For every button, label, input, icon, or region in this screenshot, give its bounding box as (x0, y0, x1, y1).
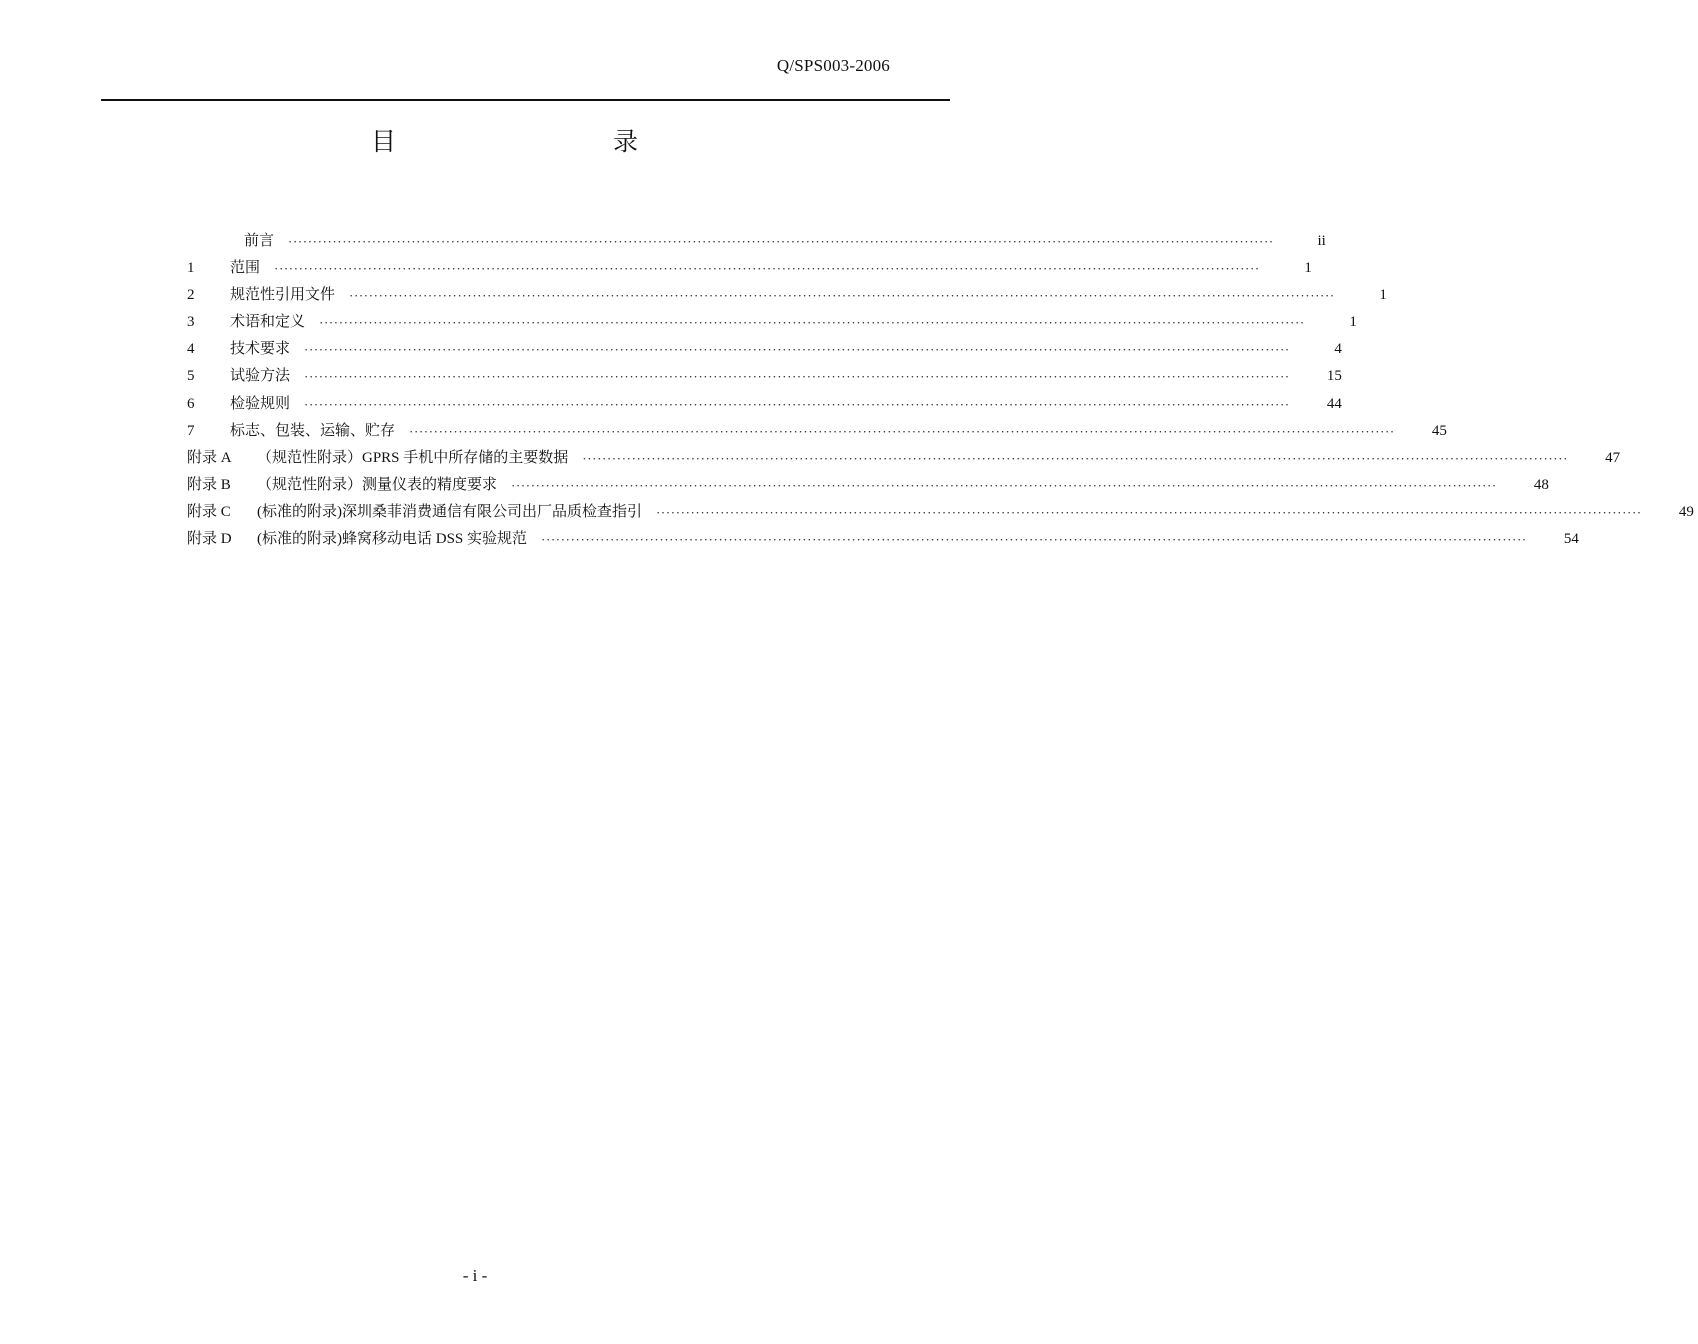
toc-entry[interactable] (187, 472, 1549, 499)
toc-entry-number: 4 (187, 341, 195, 358)
toc-entry-title: 前言 (244, 233, 275, 249)
toc-entry-title: 范围 (230, 260, 261, 277)
toc-entry-leader: ········································································································································································································ (304, 342, 1290, 358)
toc-entry-number: 7 (187, 422, 195, 439)
toc-entry[interactable] (187, 445, 1621, 472)
toc-entry-leader: ········································································································································································································ (656, 504, 1642, 520)
toc-entry[interactable] (187, 363, 1342, 390)
toc-entry-leader: ········································································································································································································ (582, 450, 1569, 466)
toc-entry-number: 2 (187, 287, 195, 304)
toc-entry-page: 45 (1431, 422, 1447, 439)
toc-entry-number: 6 (187, 395, 195, 412)
header-rule (101, 99, 950, 101)
toc-heading-char-2: 录 (613, 129, 639, 156)
toc-entry-leader: ········································································································································································································ (304, 396, 1290, 412)
toc-entry-leader: ········································································································································································································ (304, 369, 1290, 385)
toc-entry-leader: ········································································································································································································ (349, 288, 1335, 304)
toc-entry-title: 试验方法 (230, 368, 291, 385)
toc-entry-title: （规范性附录）GPRS 手机中所存储的主要数据 (257, 449, 569, 466)
toc-entry-number: 附录 D (187, 531, 232, 548)
toc-entry-page: 54 (1563, 531, 1579, 548)
toc-entry-leader: ········································································································································································································ (288, 234, 1274, 249)
toc-entry-number: 附录 B (187, 476, 231, 493)
document-code: Q/SPS003-2006 (776, 56, 890, 75)
toc-entry-number: 附录 A (187, 449, 232, 466)
toc-entry-page: 47 (1605, 449, 1621, 466)
table-of-contents (187, 228, 1694, 553)
toc-entry-page: 15 (1326, 368, 1342, 385)
toc-entry-title: 术语和定义 (230, 314, 306, 331)
toc-entry[interactable] (187, 228, 1326, 255)
toc-entry[interactable] (187, 418, 1447, 445)
toc-entry[interactable] (187, 309, 1357, 336)
toc-entry-leader: ········································································································································································································ (319, 315, 1305, 331)
toc-entry-page: 44 (1326, 395, 1342, 412)
toc-entry-page: 1 (1349, 314, 1357, 331)
toc-entry-number: 5 (187, 368, 195, 385)
toc-entry-page: ii (1317, 233, 1326, 249)
toc-entry-page: 48 (1533, 476, 1549, 493)
toc-entry-page: 1 (1304, 260, 1312, 277)
toc-entry-page: 4 (1334, 341, 1342, 358)
toc-entry-title: 标志、包装、运输、贮存 (230, 422, 396, 439)
toc-entry-title: 技术要求 (230, 341, 291, 358)
toc-entry-title: (标准的附录)深圳桑菲消费通信有限公司出厂品质检查指引 (257, 503, 642, 520)
toc-entry-number: 附录 C (187, 503, 231, 520)
toc-entry-title: (标准的附录)蜂窝移动电话 DSS 实验规范 (257, 531, 528, 548)
toc-entry[interactable] (187, 282, 1387, 309)
toc-entry-number: 1 (187, 260, 195, 277)
toc-entry-number: 3 (187, 314, 195, 331)
toc-entry[interactable] (187, 391, 1342, 418)
toc-entry-title: （规范性附录）测量仪表的精度要求 (257, 476, 498, 493)
toc-entry-page: 49 (1678, 503, 1694, 520)
toc-entry[interactable] (187, 526, 1579, 553)
toc-entry-page: 1 (1379, 287, 1387, 304)
toc-entry-title: 检验规则 (230, 395, 291, 412)
toc-entry-leader: ········································································································································································································ (409, 423, 1395, 439)
toc-entry[interactable] (187, 499, 1694, 526)
toc-entry-leader: ········································································································································································································ (274, 261, 1260, 277)
toc-heading-char-1: 目 (371, 129, 397, 156)
toc-entry-leader: ········································································································································································································ (541, 532, 1527, 548)
toc-entry[interactable] (187, 255, 1312, 282)
toc-entry-leader: ········································································································································································································ (511, 477, 1497, 493)
toc-entry-title: 规范性引用文件 (230, 287, 336, 304)
page-number: - i - (462, 1266, 488, 1285)
toc-entry[interactable] (187, 336, 1342, 363)
